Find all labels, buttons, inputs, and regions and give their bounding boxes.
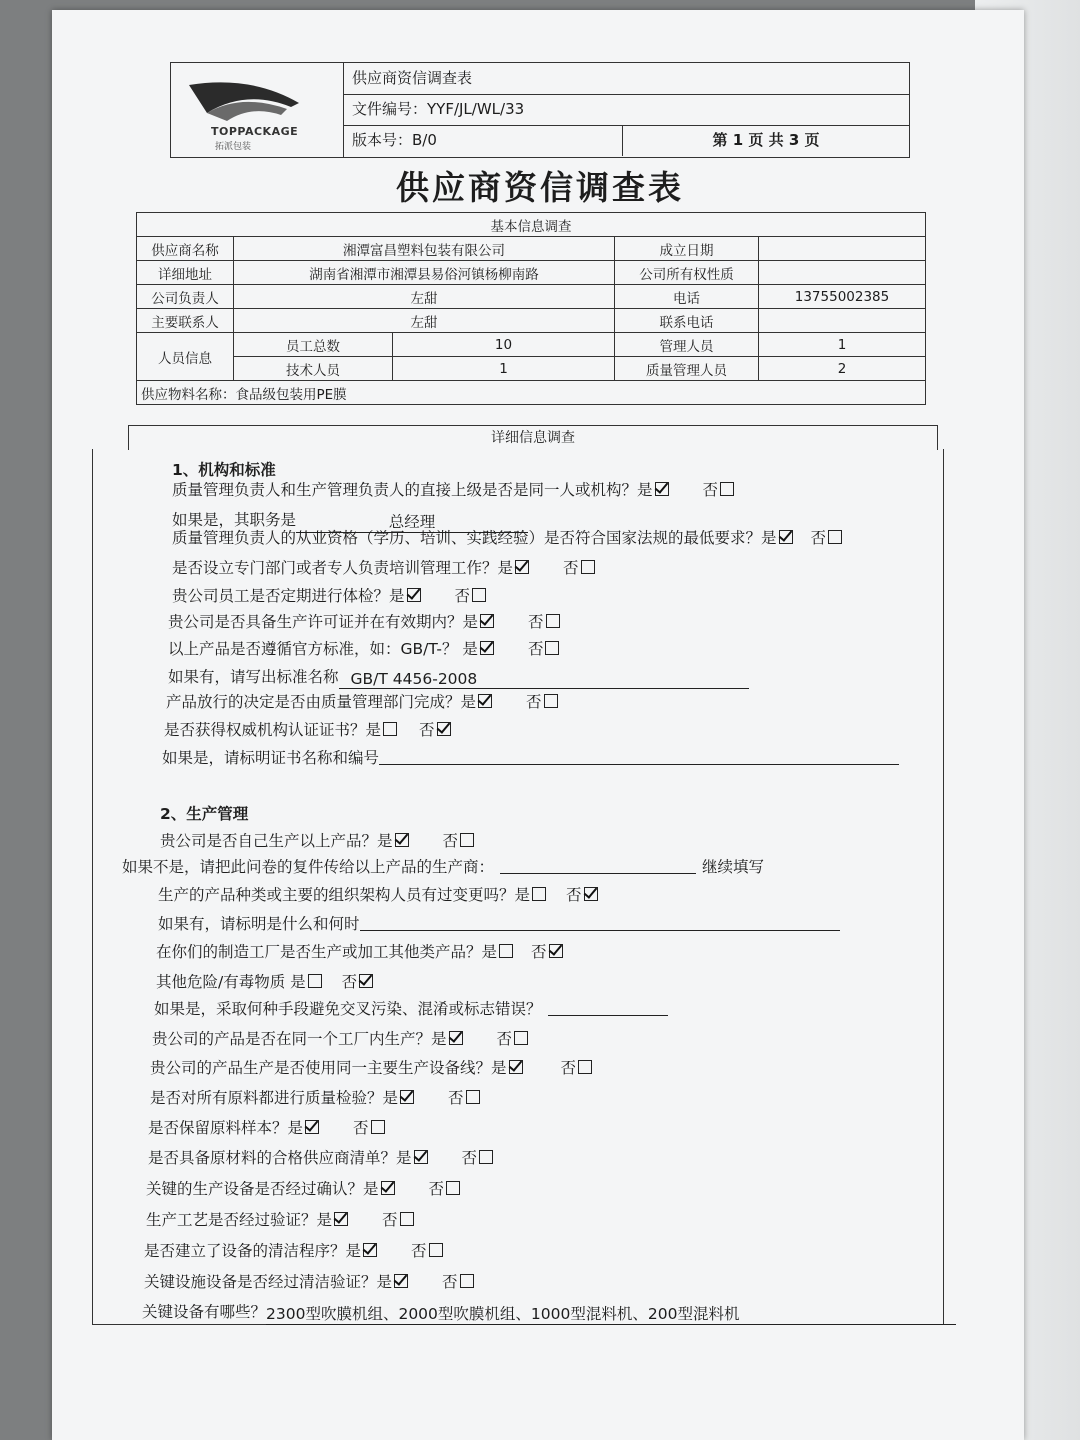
no-checkbox[interactable] (546, 614, 560, 628)
question-text: 质量管理负责人的从业资格（学历、培训、实践经验）是否符合国家法规的最低要求？是 (172, 529, 777, 547)
cell-label: 成立日期 (615, 237, 759, 261)
question-text: 关键的生产设备是否经过确认？是 (146, 1180, 379, 1198)
supplier-name-field[interactable]: 湘潭富昌塑料包装有限公司 (234, 237, 615, 261)
logo-wordmark: TOPPACKAGE (211, 125, 299, 138)
yes-checkbox[interactable] (532, 887, 546, 901)
question-row (168, 665, 749, 689)
no-label: 否 (531, 943, 547, 961)
question-text: 如果是，采取何种手段避免交叉污染、混淆或标志错误？ (154, 1000, 542, 1018)
cell-label: 公司负责人 (137, 285, 234, 309)
page-title: 供应商资信调查表 (396, 168, 684, 207)
yes-checkbox[interactable] (305, 1120, 319, 1134)
cell-label: 详细地址 (137, 261, 234, 285)
question-row (148, 1146, 495, 1168)
standard-name-field[interactable]: GB/T 4456-2008 (339, 670, 749, 689)
basic-info-table (136, 212, 926, 405)
section-1-title: 1、机构和标准 (172, 461, 276, 479)
question-text: 如果有，请标明是什么和何时 (158, 915, 360, 933)
question-text: 贵公司的产品是否在同一个工厂内生产？是 (152, 1030, 447, 1048)
no-checkbox[interactable] (720, 482, 734, 496)
no-checkbox[interactable] (460, 833, 474, 847)
question-text: 如果是，请标明证书名称和编号 (162, 749, 380, 767)
no-label: 否 (353, 1119, 369, 1137)
no-label: 否 (428, 1180, 445, 1198)
question-text: 产品放行的决定是否由质量管理部门完成？是 (166, 693, 477, 711)
yes-checkbox[interactable] (480, 614, 494, 628)
no-checkbox[interactable] (545, 641, 559, 655)
cell-label: 员工总数 (234, 333, 393, 357)
cell-label: 管理人员 (615, 333, 759, 357)
no-label: 否 (411, 1242, 427, 1260)
no-checkbox[interactable] (446, 1181, 460, 1195)
cell-label: 联系电话 (615, 309, 759, 333)
no-label: 否 (566, 886, 582, 904)
qm-staff-field[interactable]: 2 (759, 357, 926, 381)
yes-checkbox[interactable] (395, 833, 409, 847)
basic-section-header: 基本信息调查 (137, 213, 926, 237)
question-text: 生产工艺是否经过验证？是 (146, 1211, 333, 1229)
question-row (142, 1300, 956, 1325)
key-equipment-field[interactable]: 2300型吹膜机组、2000型吹膜机组、1000型混料机、200型混料机 (266, 1302, 956, 1325)
no-checkbox[interactable] (549, 944, 563, 958)
question-row (154, 997, 668, 1019)
section-2-title: 2、生产管理 (160, 805, 249, 823)
question-text: 如果有，请写出标准名称 (168, 668, 339, 686)
no-checkbox[interactable] (400, 1212, 414, 1226)
detail-section-header: 详细信息调查 (128, 425, 938, 450)
no-checkbox[interactable] (544, 694, 558, 708)
cell-label: 主要联系人 (137, 309, 234, 333)
question-text: 质量管理负责人和生产管理负责人的直接上级是否是同一人或机构？是 (172, 481, 653, 499)
question-text: 贵公司员工是否定期进行体检？是 (172, 587, 405, 605)
no-checkbox[interactable] (429, 1243, 443, 1257)
question-row (172, 526, 844, 548)
document-header (170, 62, 910, 158)
yes-checkbox[interactable] (414, 1150, 428, 1164)
no-label: 否 (341, 973, 358, 991)
question-row (150, 1056, 594, 1078)
question-text: 贵公司的产品生产是否使用同一主要生产设备线？是 (150, 1059, 507, 1077)
yes-checkbox[interactable] (407, 588, 421, 602)
yes-checkbox[interactable] (400, 1090, 414, 1104)
logo-subtitle: 拓派包装 (215, 142, 252, 152)
doc-number: 文件编号：YYF/JL/WL/33 (352, 100, 525, 118)
question-row (168, 610, 562, 632)
question-row (146, 1177, 462, 1199)
yes-checkbox[interactable] (478, 694, 492, 708)
yes-checkbox[interactable] (308, 974, 322, 988)
company-logo (171, 63, 344, 157)
yes-checkbox[interactable] (381, 1181, 395, 1195)
question-row (164, 718, 453, 740)
question-row (144, 1239, 445, 1261)
yes-checkbox[interactable] (499, 944, 513, 958)
address-field[interactable]: 湖南省湘潭市湘潭县易俗河镇杨柳南路 (234, 261, 615, 285)
total-staff-field[interactable]: 10 (393, 333, 615, 357)
no-checkbox[interactable] (479, 1150, 493, 1164)
no-checkbox[interactable] (359, 974, 373, 988)
question-row (150, 1086, 482, 1108)
logo-sail-icon (171, 63, 343, 157)
question-row (148, 1116, 387, 1138)
yes-checkbox[interactable] (334, 1212, 348, 1226)
doc-number-row (344, 94, 909, 126)
yes-checkbox[interactable] (515, 560, 529, 574)
question-row (156, 940, 565, 962)
no-label: 否 (527, 640, 544, 658)
no-label: 否 (563, 559, 579, 577)
page-number: 第 1 页 共 3 页 (622, 125, 909, 156)
question-text: 是否获得权威机构认证证书？是 (164, 721, 382, 739)
contact-field[interactable]: 左甜 (234, 309, 615, 333)
no-label: 否 (560, 1059, 577, 1077)
form-name-row (344, 63, 909, 95)
question-text: 是否保留原料样本？是 (148, 1119, 304, 1137)
no-label: 否 (382, 1211, 398, 1229)
contamination-field[interactable] (548, 1001, 668, 1016)
no-checkbox[interactable] (581, 560, 595, 574)
question-row (144, 1270, 476, 1292)
no-checkbox[interactable] (437, 722, 451, 736)
yes-checkbox[interactable] (655, 482, 669, 496)
yes-checkbox[interactable] (383, 722, 397, 736)
question-text: 是否具备原材料的合格供应商清单？是 (148, 1149, 412, 1167)
founded-field[interactable] (759, 237, 926, 261)
question-row (156, 970, 375, 992)
yes-checkbox[interactable] (363, 1243, 377, 1257)
no-checkbox[interactable] (828, 530, 842, 544)
cell-label: 供应商名称 (137, 237, 234, 261)
question-text: 如果是，其职务是 (172, 511, 297, 529)
question-row (160, 829, 476, 851)
question-text: 贵公司是否自己生产以上产品？是 (160, 832, 393, 850)
no-checkbox[interactable] (472, 588, 486, 602)
question-text: 以上产品是否遵循官方标准，如：GB/T-？ 是 (168, 640, 478, 658)
no-checkbox[interactable] (371, 1120, 385, 1134)
no-label: 否 (496, 1030, 513, 1048)
yes-checkbox[interactable] (480, 641, 494, 655)
cell-label: 公司所有权性质 (615, 261, 759, 285)
form-name: 供应商资信调查表 (352, 69, 473, 87)
no-label: 否 (419, 721, 435, 739)
no-checkbox[interactable] (578, 1060, 592, 1074)
question-text: 继续填写 (702, 858, 765, 876)
cell-label: 人员信息 (137, 333, 234, 381)
position-answer-field[interactable]: 总经理 (296, 510, 528, 533)
question-row (172, 584, 488, 606)
question-row (172, 556, 597, 578)
no-label: 否 (461, 1149, 478, 1167)
head-field[interactable]: 左甜 (234, 285, 615, 309)
no-checkbox[interactable] (514, 1031, 528, 1045)
question-row (122, 855, 764, 877)
question-text: 生产的产品种类或主要的组织架构人员有过变更吗？是 (158, 886, 531, 904)
no-checkbox[interactable] (584, 887, 598, 901)
ownership-field[interactable] (759, 261, 926, 285)
no-label: 否 (448, 1089, 464, 1107)
manufacturer-field[interactable] (500, 859, 696, 874)
yes-checkbox[interactable] (779, 530, 793, 544)
no-label: 否 (526, 693, 542, 711)
no-label: 否 (442, 832, 459, 850)
no-label: 否 (810, 529, 827, 547)
question-text: 是否建立了设备的清洁程序？是 (144, 1242, 362, 1260)
question-text: 其他危险/有毒物质 是 (156, 973, 306, 991)
tech-staff-field[interactable]: 1 (393, 357, 615, 381)
yes-checkbox[interactable] (509, 1060, 523, 1074)
question-row (152, 1027, 530, 1049)
no-label: 否 (528, 613, 544, 631)
question-row (146, 1208, 416, 1230)
question-text: 是否对所有原料都进行质量检验？是 (150, 1089, 399, 1107)
question-text: 关键设备有哪些？ (142, 1303, 267, 1321)
question-text: 关键设施设备是否经过清洁验证？是 (144, 1273, 393, 1291)
question-text: 贵公司是否具备生产许可证并在有效期内？是 (168, 613, 479, 631)
question-text: 在你们的制造工厂是否生产或加工其他类产品？是 (156, 943, 498, 961)
mgmt-staff-field[interactable]: 1 (759, 333, 926, 357)
question-row (162, 746, 899, 768)
no-checkbox[interactable] (466, 1090, 480, 1104)
phone-field[interactable]: 13755002385 (759, 285, 926, 309)
version: 版本号：B/0 (352, 131, 437, 149)
cell-label: 技术人员 (234, 357, 393, 381)
no-label: 否 (702, 481, 719, 499)
material-field[interactable]: 供应物料名称：食品级包装用PE膜 (137, 381, 926, 405)
contact-phone-field[interactable] (759, 309, 926, 333)
question-text: 是否设立专门部门或者专人负责培训管理工作？是 (172, 559, 514, 577)
question-row (158, 912, 840, 934)
question-text: 如果不是，请把此问卷的复件传给以上产品的生产商： (122, 858, 495, 876)
yes-checkbox[interactable] (449, 1031, 463, 1045)
cell-label: 电话 (615, 285, 759, 309)
question-row (168, 637, 561, 659)
no-checkbox[interactable] (460, 1274, 474, 1288)
yes-checkbox[interactable] (394, 1274, 408, 1288)
no-label: 否 (454, 587, 471, 605)
question-row (166, 690, 560, 712)
change-details-field[interactable] (360, 916, 840, 931)
question-row (158, 883, 600, 905)
no-label: 否 (442, 1273, 458, 1291)
certificate-field[interactable] (379, 750, 899, 765)
version-row (344, 125, 909, 156)
cell-label: 质量管理人员 (615, 357, 759, 381)
question-row (172, 478, 736, 500)
